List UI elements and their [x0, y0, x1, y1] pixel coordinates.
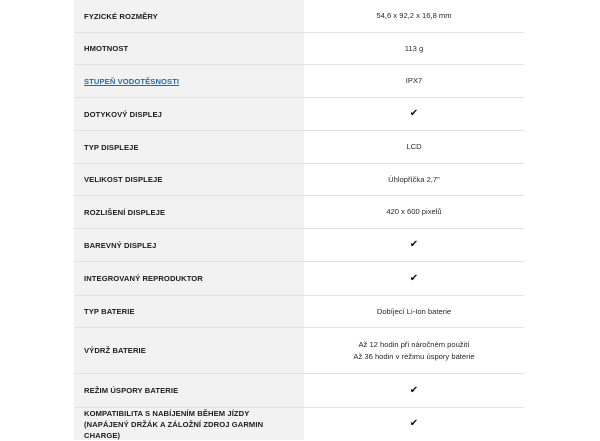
- spec-label: HMOTNOST: [84, 44, 129, 53]
- spec-value: [304, 374, 524, 407]
- check-icon: ✔: [409, 418, 419, 429]
- spec-value: 54,6 x 92,2 x 16,8 mm: [376, 11, 452, 20]
- spec-label: INTEGROVANÝ REPRODUKTOR: [84, 274, 203, 283]
- specifications-table: [74, 0, 524, 440]
- spec-value: [304, 262, 524, 295]
- spec-row-color-display: [74, 229, 524, 262]
- spec-label: TYP DISPLEJE: [84, 142, 139, 152]
- spec-value: [304, 98, 524, 130]
- spec-row-display-type: [74, 131, 524, 164]
- spec-label: VELIKOST DISPLEJE: [84, 175, 163, 184]
- spec-value: Dobíjecí Li-Ion baterie: [376, 306, 452, 316]
- check-icon: ✔: [409, 108, 419, 119]
- spec-value: 420 x 600 pixelů: [386, 207, 442, 216]
- spec-row-battery-life: [74, 328, 524, 374]
- spec-label: VÝDRŽ BATERIE: [84, 346, 146, 355]
- spec-label: DOTYKOVÝ DISPLEJ: [84, 109, 162, 119]
- battery-life-line: Až 36 hodin v režimu úspory baterie: [353, 351, 475, 361]
- check-icon: ✔: [409, 239, 419, 250]
- spec-row-battery-type: [74, 296, 524, 328]
- spec-value: LCD: [406, 142, 422, 151]
- check-icon: ✔: [409, 384, 419, 396]
- spec-value: [304, 408, 524, 440]
- spec-value: [304, 229, 524, 261]
- spec-value: Úhlopříčka 2,7": [388, 174, 440, 184]
- water-rating-link[interactable]: STUPEŇ VODOTĚSNOSTI: [84, 76, 180, 86]
- spec-row-charging-compatibility: [74, 408, 524, 440]
- spec-row-physical-dimensions: [74, 0, 524, 33]
- spec-row-battery-saver-mode: [74, 374, 524, 408]
- spec-row-display-size: [74, 164, 524, 196]
- spec-row-water-rating: [74, 65, 524, 98]
- spec-value: IPX7: [405, 76, 423, 85]
- spec-label: REŽIM ÚSPORY BATERIE: [84, 386, 179, 395]
- spec-label: FYZICKÉ ROZMĚRY: [84, 11, 158, 21]
- battery-life-line: Až 12 hodin při náročném použití: [358, 339, 470, 349]
- spec-label: ROZLIŠENÍ DISPLEJE: [84, 207, 166, 217]
- spec-row-display-resolution: [74, 196, 524, 229]
- spec-label: BAREVNÝ DISPLEJ: [84, 240, 157, 250]
- spec-label: KOMPATIBILITA S NABÍJENÍM BĚHEM JÍZDY (NAPÁJENÝ DRŽÁK A ZÁLOŽNÍ ZDROJ GARMIN CHARGE): [84, 408, 264, 440]
- spec-row-touchscreen: [74, 98, 524, 131]
- check-icon: ✔: [409, 272, 419, 284]
- spec-value: [304, 328, 524, 373]
- spec-label: [84, 65, 296, 97]
- spec-row-integrated-speaker: [74, 262, 524, 296]
- spec-row-weight: [74, 33, 524, 65]
- spec-label: TYP BATERIE: [84, 307, 135, 316]
- spec-value: 113 g: [404, 43, 424, 53]
